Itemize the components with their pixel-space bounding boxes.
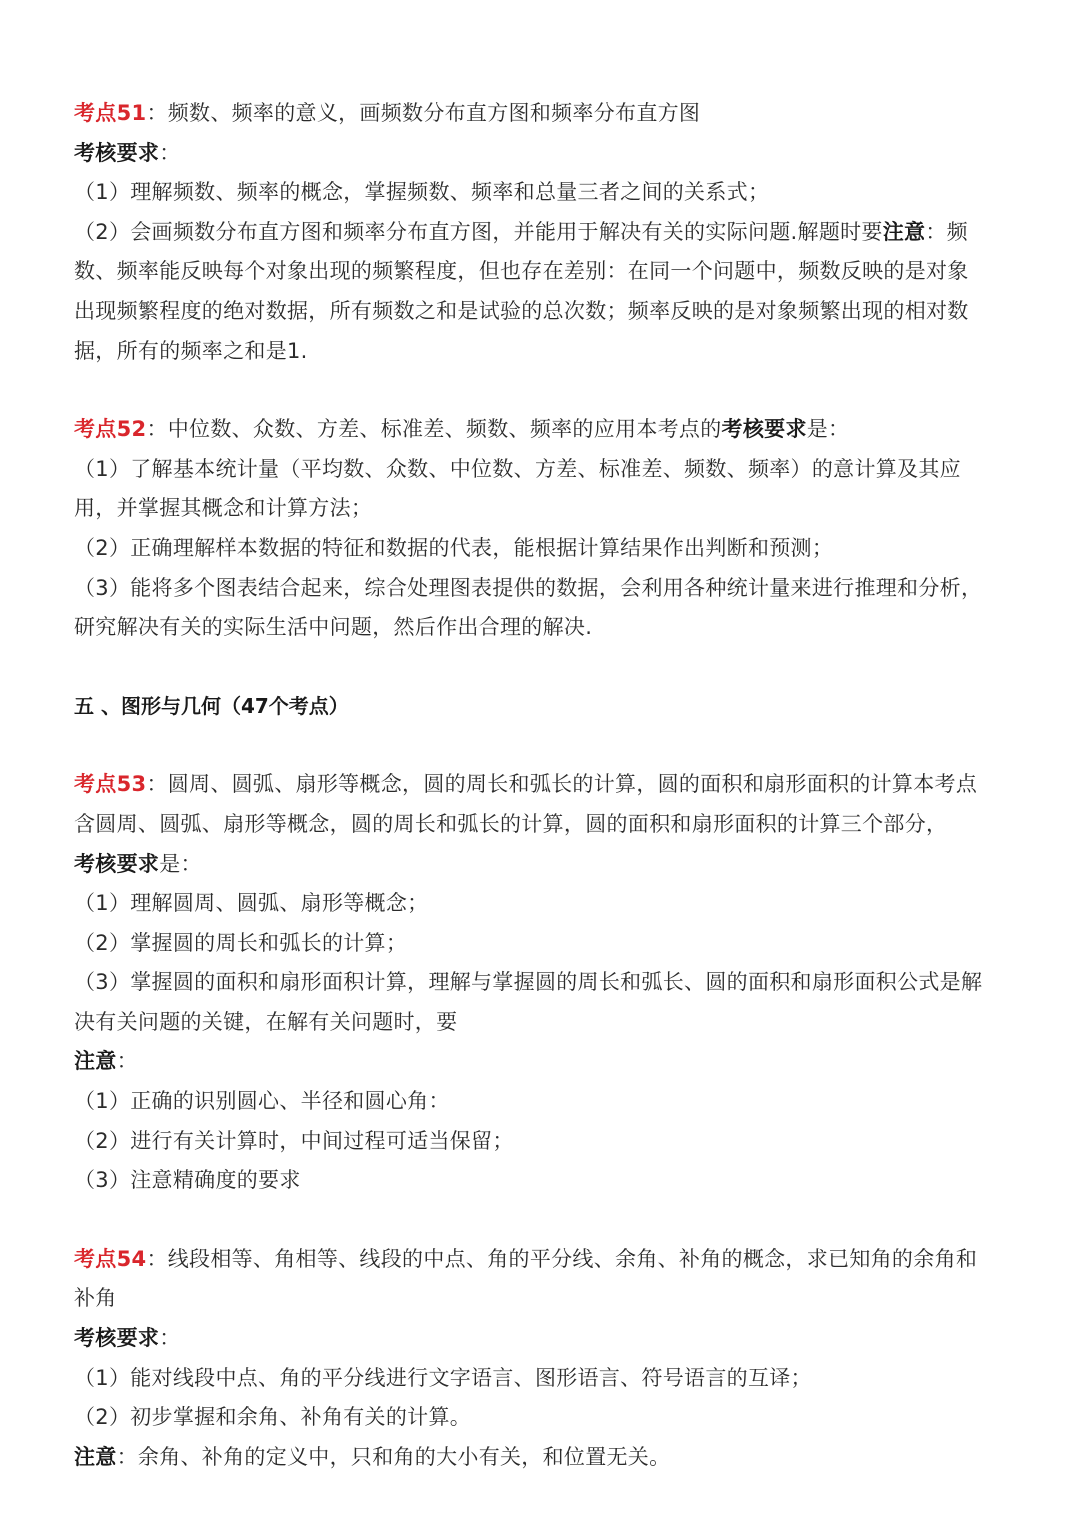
point-54-requirement-heading: 考核要求： xyxy=(74,1326,181,1351)
point-53-item-3-cont: 决有关问题的关键，在解有关问题时，要 xyxy=(74,1009,458,1034)
point-53-note-3: （3）注意精确度的要求 xyxy=(74,1168,301,1193)
point-53-item-3: （3）掌握圆的面积和扇形面积计算，理解与掌握圆的周长和弧长、圆的面积和扇形面积公式是解 xyxy=(74,970,983,995)
point-54-note: 注意：余角、补角的定义中，只和角的大小有关，和位置无关。 xyxy=(74,1444,671,1469)
point-53-title-cont: 含圆周、圆弧、扇形等概念，圆的周长和弧长的计算，圆的面积和扇形面积的计算三个部分， xyxy=(74,811,948,836)
point-51-label: 考点51 xyxy=(74,101,147,125)
spacer xyxy=(74,1201,1008,1240)
point-54-label: 考点54 xyxy=(74,1246,147,1271)
point-52-item-3-cont: 研究解决有关的实际生活中问题，然后作出合理的解决. xyxy=(74,615,593,640)
point-54-title-cont: 补角 xyxy=(74,1286,117,1311)
spacer xyxy=(74,726,1008,765)
point-51-item-2: （2）会画频数分布直方图和频率分布直方图，并能用于解决有关的实际问题.解题时要注意：频 xyxy=(74,219,968,244)
section-heading: 五 、图形与几何（47个考点） xyxy=(74,693,349,718)
point-51-requirement-heading: 考核要求： xyxy=(74,140,181,165)
point-53-note-1: （1）正确的识别圆心、半径和圆心角： xyxy=(74,1089,450,1114)
point-53-note-2: （2）进行有关计算时，中间过程可适当保留； xyxy=(74,1128,514,1153)
point-53-requirement-heading: 考核要求是： xyxy=(74,851,202,876)
point-52-title: 考点52：中位数、众数、方差、标准差、频数、频率的应用本考点的考核要求是： xyxy=(74,417,850,442)
point-51-item-1: （1）理解频数、频率的概念，掌握频数、频率和总量三者之间的关系式； xyxy=(74,180,770,205)
point-53-note-heading: 注意： xyxy=(74,1049,138,1074)
point-52-item-3: （3）能将多个图表结合起来，综合处理图表提供的数据，会利用各种统计量来进行推理和分析， xyxy=(74,575,983,600)
point-52-item-1-cont: 用，并掌握其概念和计算方法； xyxy=(74,496,373,521)
point-52-item-1: （1）了解基本统计量（平均数、众数、中位数、方差、标准差、频数、频率）的意计算及其应 xyxy=(74,456,961,481)
spacer xyxy=(74,371,1008,410)
point-53-label: 考点53 xyxy=(74,772,147,797)
point-52-label: 考点52 xyxy=(74,417,147,442)
spacer xyxy=(74,648,1008,687)
point-53-title: 考点53：圆周、圆弧、扇形等概念，圆的周长和弧长的计算，圆的面积和扇形面积的计算本考点 xyxy=(74,772,978,797)
point-53-item-2: （2）掌握圆的周长和弧长的计算； xyxy=(74,930,408,955)
point-54-item-1: （1）能对线段中点、角的平分线进行文字语言、图形语言、符号语言的互译； xyxy=(74,1365,812,1390)
point-51-text-line-3: 数、频率能反映每个对象出现的频繁程度，但也存在差别：在同一个问题中，频数反映的是对象 xyxy=(74,259,969,284)
point-54-title: 考点54：线段相等、角相等、线段的中点、角的平分线、余角、补角的概念，求已知角的余角和 xyxy=(74,1246,978,1271)
point-52-item-2: （2）正确理解样本数据的特征和数据的代表，能根据计算结果作出判断和预测； xyxy=(74,535,834,560)
point-51-text-line-5: 据，所有的频率之和是1. xyxy=(74,338,308,363)
point-54-item-2: （2）初步掌握和余角、补角有关的计算。 xyxy=(74,1405,472,1430)
point-53-item-1: （1）理解圆周、圆弧、扇形等概念； xyxy=(74,891,429,916)
point-51-title: 考点51：频数、频率的意义，画频数分布直方图和频率分布直方图 xyxy=(74,101,701,125)
point-51-text-line-4: 出现频繁程度的绝对数据，所有频数之和是试验的总次数；频率反映的是对象频繁出现的相对数 xyxy=(74,298,969,323)
